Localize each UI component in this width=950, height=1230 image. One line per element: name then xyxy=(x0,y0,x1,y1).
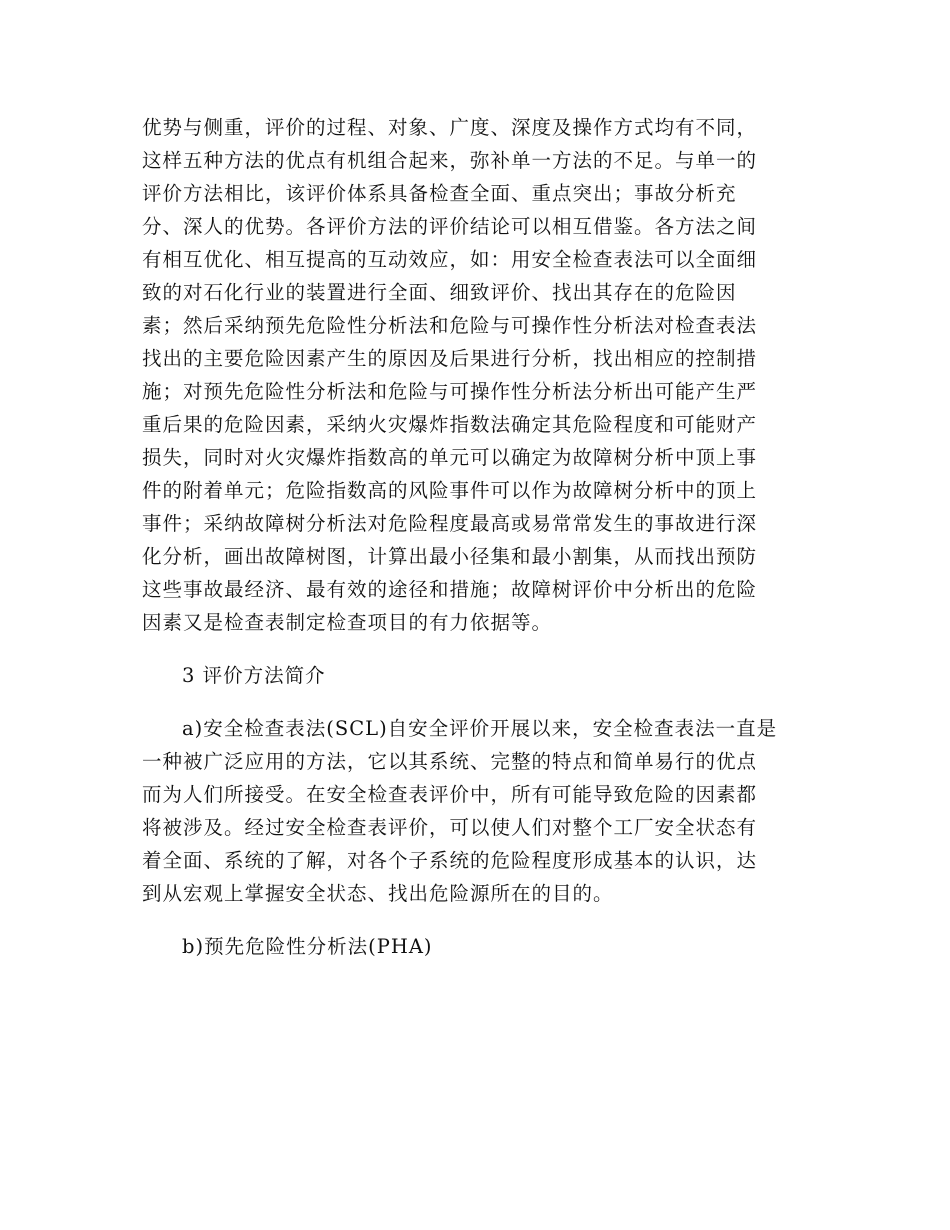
text-line: 施；对预先危险性分析法和危险与可操作性分析法分析出可能产生严 xyxy=(142,380,758,403)
text-line: 一种被广泛应用的方法，它以其系统、完整的特点和简单易行的优点 xyxy=(142,750,758,773)
text-line: 而为人们所接受。在安全检查表评价中，所有可能导致危险的因素都 xyxy=(142,783,758,806)
subheading-pha: b)预先危险性分析法(PHA) xyxy=(182,935,433,958)
text-line: 因素又是检查表制定检查项目的有力依据等。 xyxy=(142,611,553,634)
text-line: 找出的主要危险因素产生的原因及后果进行分析，找出相应的控制措 xyxy=(142,347,758,370)
text-line: a)安全检查表法(SCL)自安全评价开展以来，安全检查表法一直是 xyxy=(182,717,778,740)
text-line: 事件；采纳故障树分析法对危险程度最高或易常常发生的事故进行深 xyxy=(142,512,758,535)
text-line: 优势与侧重，评价的过程、对象、广度、深度及操作方式均有不同， xyxy=(142,116,758,139)
text-line: 到从宏观上掌握安全状态、找出危险源所在的目的。 xyxy=(142,882,614,905)
text-line: 重后果的危险因素，采纳火灾爆炸指数法确定其危险程度和可能财产 xyxy=(142,413,758,436)
text-line: 评价方法相比，该评价体系具备检查全面、重点突出；事故分析充 xyxy=(142,182,737,205)
text-line: 这些事故最经济、最有效的途径和措施；故障树评价中分析出的危险 xyxy=(142,578,758,601)
text-line: 化分析，画出故障树图，计算出最小径集和最小割集，从而找出预防 xyxy=(142,545,758,568)
text-line: 将被涉及。经过安全检查表评价，可以使人们对整个工厂安全状态有 xyxy=(142,816,758,839)
text-line: 损失，同时对火灾爆炸指数高的单元可以确定为故障树分析中顶上事 xyxy=(142,446,758,469)
section-heading: 3 评价方法简介 xyxy=(182,664,326,687)
text-line: 有相互优化、相互提高的互动效应，如：用安全检查表法可以全面细 xyxy=(142,248,758,271)
text-line: 着全面、系统的了解，对各个子系统的危险程度形成基本的认识，达 xyxy=(142,849,758,872)
text-line: 分、深人的优势。各评价方法的评价结论可以相互借鉴。各方法之间 xyxy=(142,215,758,238)
text-line: 件的附着单元；危险指数高的风险事件可以作为故障树分析中的顶上 xyxy=(142,479,758,502)
text-line: 这样五种方法的优点有机组合起来，弥补单一方法的不足。与单一的 xyxy=(142,149,758,172)
text-line: 致的对石化行业的装置进行全面、细致评价、找出其存在的危险因 xyxy=(142,281,737,304)
text-line: 素；然后采纳预先危险性分析法和危险与可操作性分析法对检查表法 xyxy=(142,314,758,337)
